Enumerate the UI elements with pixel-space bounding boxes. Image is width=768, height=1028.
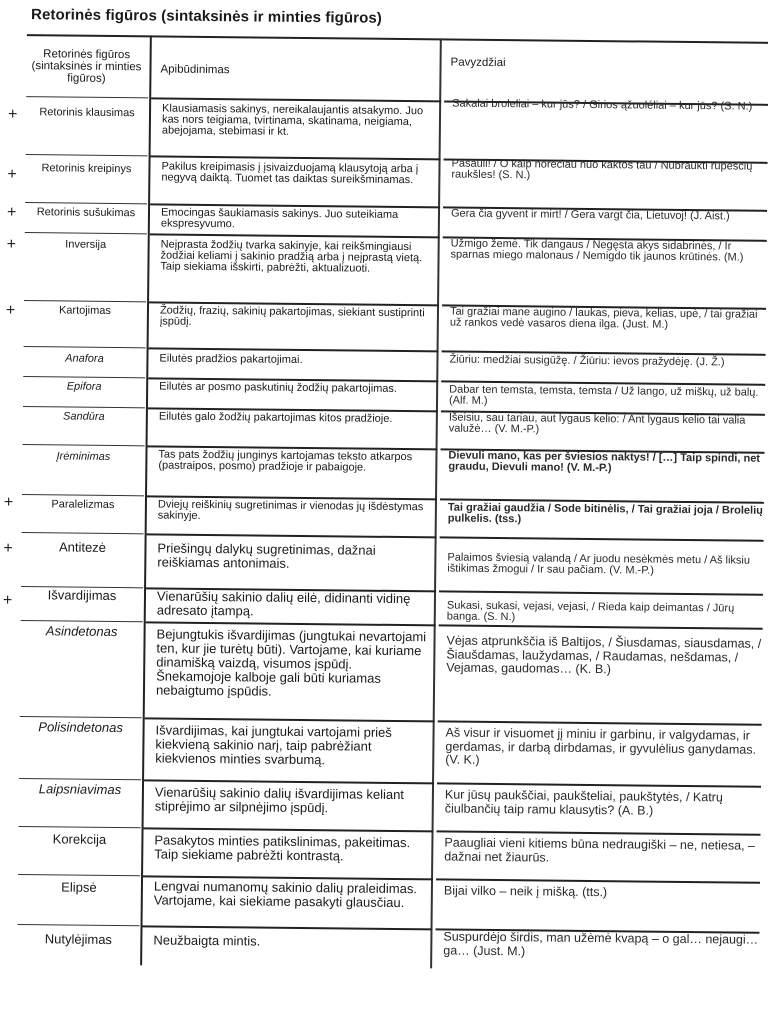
table-row	[18, 874, 760, 911]
figure-definition: Priešingų dalykų sugretinimas, dažnai reiškiamas antonimais.	[157, 540, 376, 571]
figure-definition: Emocingas šaukiamasis sakinys. Juo suteikiama ekspresyvumo.	[160, 206, 399, 231]
margin-mark: +	[7, 165, 17, 183]
figure-definition: Lengvai numanomų sakinio dalių praleidimas. Vartojame, kai siekiame pasakyti glausčiau.	[153, 878, 418, 911]
figure-name: Antitezė	[58, 539, 107, 555]
figure-definition: Eilutės galo žodžių pakartojimas kitos pradžioje.	[158, 410, 393, 425]
table-row	[23, 376, 765, 408]
figure-definition: Pakilus kreipimasis į įsivaizduojamą klausytoją arba į negyvą daiktą. Tuomet tas daiktas sureikšminamas.	[161, 160, 419, 187]
figure-definition: Eilutės pradžios pakartojimai.	[159, 352, 303, 366]
table-top-rule	[27, 34, 768, 44]
figure-example: Paaugliai vieni kitiems būna nedraugiški – ne, netiesa, – dažnai net žiaurūs.	[444, 835, 756, 865]
table-row	[5, 300, 766, 332]
figure-name: Polisindetonas	[38, 719, 123, 736]
figure-example: Dievuli mano, kas per šviesios naktys! / […] Taip spindi, net graudu, Dievuli mano! (V. M.-P.)	[448, 449, 761, 475]
table-row	[18, 924, 760, 958]
margin-mark: +	[6, 203, 17, 221]
figure-example: Bijai vilko – neik į mišką. (tts.)	[443, 883, 608, 900]
figure-definition: Žodžių, frazių, sakinių pakartojimas, siekiant sustiprinti įspūdį.	[159, 304, 425, 329]
table-row	[24, 346, 766, 369]
table-row	[20, 716, 762, 768]
figure-example: Palaimos šviesią valandą / Ar juodu nesėkmės metu / Aš liksiu ištikimas žmogui / Ir sau pačiam. (V. M.-P.)	[447, 551, 751, 577]
figure-example: Išeisiu, sau tariau, aut lygaus kelio: / Ant lygaus kelio tai valia valužė… (V. M.-P.)	[448, 411, 746, 436]
figure-example: Sakalai broleliai – kur jūs? / Girios ąžuoléliai – kur jūs? (S. N.)	[452, 97, 753, 113]
table-row	[6, 202, 767, 231]
table-row	[2, 586, 763, 624]
figure-name: Nutylėjimas	[44, 931, 113, 948]
table-row	[6, 232, 767, 276]
table-row	[19, 826, 761, 865]
figure-definition: Tas pats žodžių junginys kartojamas teksto atkarpos (pastraipos, posmo) pradžioje ir pabaigoje.	[158, 448, 413, 474]
figure-example: Žiūriu: medžiai susigūžę. / Žiūriu: ievos pražydėję. (J. Ž.)	[449, 353, 725, 369]
figure-example: Vėjas atprunkščia iš Baltijos, / Šiusdamas, siausdamas, / Šiaušdamas, laužydamas, / Raudamas, nešdamas, / Vejamas, gaudomas… (K. B.)	[446, 633, 762, 677]
figure-example: Kur jūsų paukščiai, paukšteliai, paukštytės, / Katrų čiulbančių taip ramu klausytis? (A. B.)	[444, 787, 723, 818]
margin-mark: +	[7, 105, 18, 123]
figure-name: Korekcija	[52, 831, 107, 847]
figure-name: Kartojimas	[58, 304, 112, 317]
figure-name: Inversija	[65, 238, 107, 251]
figure-name: Įrėminimas	[56, 450, 111, 463]
page-title: Retorinės figūros (sintaksinės ir minties figūros)	[30, 6, 383, 27]
table-row	[7, 154, 768, 187]
figure-definition: Neužbaigta mintis.	[153, 932, 261, 949]
figure-example: Suspurdėjo širdis, man užėmė kvapą – o gal… nejaugi… ga… (Just. M.)	[443, 929, 759, 958]
figure-definition: Pasakytos minties patikslinimas, pakeitimas. Taip siekiame pabrėžti kontrastą.	[154, 832, 411, 864]
figure-name: Anafora	[65, 352, 104, 365]
header-figures: Retorinės figūros (sintaksinės ir minties figūros)	[31, 48, 142, 85]
header-examples: Pavyzdžiai	[450, 56, 506, 70]
header-description: Apibūdinimas	[160, 63, 230, 77]
figure-name: Paralelizmas	[51, 498, 115, 512]
figure-name: Epifora	[66, 380, 102, 393]
margin-mark: +	[3, 493, 14, 511]
margin-mark: +	[5, 301, 16, 319]
figure-example: Dabar ten temsta, temsta, temsta / Už lango, už miškų, už balų. (Alf. M.)	[448, 383, 759, 408]
figure-name: Retorinis kreipinys	[41, 162, 132, 176]
margin-mark: +	[6, 235, 17, 253]
table-row	[23, 444, 765, 475]
figure-name: Išvardijimas	[47, 587, 117, 604]
figure-example: Užmigo žemė. Tik dangaus / Negęsta akys sidabrinės, / Ir sparnas miego malonaus / Nemigdo tik jaunos krūtinės. (M.)	[450, 237, 744, 264]
figure-definition: Vienarūšių sakinio dalių išvardijimas keliant stiprėjimo ar silpnėjimo įspūdį.	[154, 784, 405, 816]
figure-definition: Neįprasta žodžių tvarka sakinyje, kai reikšmingiausi žodžiai keliami į sakinio pradžią arba į neįprastą vietą. Taip siekiama išskirti, pabrėžti, aktualizuoti.	[160, 238, 423, 276]
margin-mark: +	[2, 591, 13, 609]
figure-name: Elipsė	[61, 879, 97, 895]
figure-example: Tai gražiai gaudžia / Sode bitinėlis, / Tai gražiai joja / Brolelių pulkelis. (tss.)	[447, 501, 763, 526]
figure-definition: Vienarūšių sakinio dalių eilė, didinanti vidinę adresato įtampą.	[156, 588, 411, 619]
figure-definition: Bejungtukis išvardijimas (jungtukai nevartojami ten, kur jie turėtų būti). Vartojame, kai kuriame dinamišką vaizdą, visumos įspūdį. Šnekamojoje kalboje gali būti kuriamas nebaigtumo įspūdis.	[155, 626, 427, 699]
table-row	[7, 96, 768, 139]
figure-name: Sandūra	[62, 410, 105, 423]
figure-definition: Klausiamasis sakinys, nereikalaujantis atsakymo. Juo kas nors teigiama, tvirtinama, skatinama, neigiama, abejojama, stebimasi ir kt.	[161, 102, 424, 139]
table-row	[19, 778, 761, 818]
figure-example: Pasauli! / O kaip norėčiau nuo kaktos tau / Nubraukti rūpesčių raukšles! (S. N.)	[451, 157, 753, 182]
margin-mark: +	[3, 539, 13, 557]
figure-name: Asindetonas	[45, 623, 118, 640]
table-row	[3, 532, 764, 577]
figure-example: Tai gražiai mane augino / laukas, pieva, kelias, upė, / tai gražiai už rankos vedė vasaros diena ilga. (Just. M.)	[449, 305, 758, 332]
figure-example: Sukasi, sukasi, vejasi, vejasi, / Rieda kaip deimantas / Jūrų banga. (S. N.)	[446, 599, 735, 624]
figure-name: Retorinis klausimas	[39, 106, 135, 120]
figure-example: Gera čia gyvent ir mirt! / Gera vargt čia, Lietuvoj! (J. Aist.)	[450, 207, 730, 223]
figure-definition: Dviejų reiškinių sugretinimas ir vienodas jų išdėstymas sakinyje.	[157, 498, 424, 523]
figure-definition: Išvardijimas, kai jungtukai vartojami prieš kiekvieną sakinio narį, taip pabrėžiant kiekvienos minties svarbumą.	[155, 722, 392, 768]
table-row	[3, 493, 764, 526]
figure-definition: Eilutės ar posmo paskutinių žodžių pakartojimas.	[159, 380, 398, 395]
figure-example: Aš visur ir visuomet jį miniu ir garbinu, ir valgydamas, ir gerdamas, ir darbą dirbdamas, ir gyvulėlius ganydamas. (V. K.)	[445, 725, 757, 767]
figure-name: Laipsniavimas	[38, 781, 122, 798]
figure-name: Retorinis sušukimas	[36, 206, 136, 220]
